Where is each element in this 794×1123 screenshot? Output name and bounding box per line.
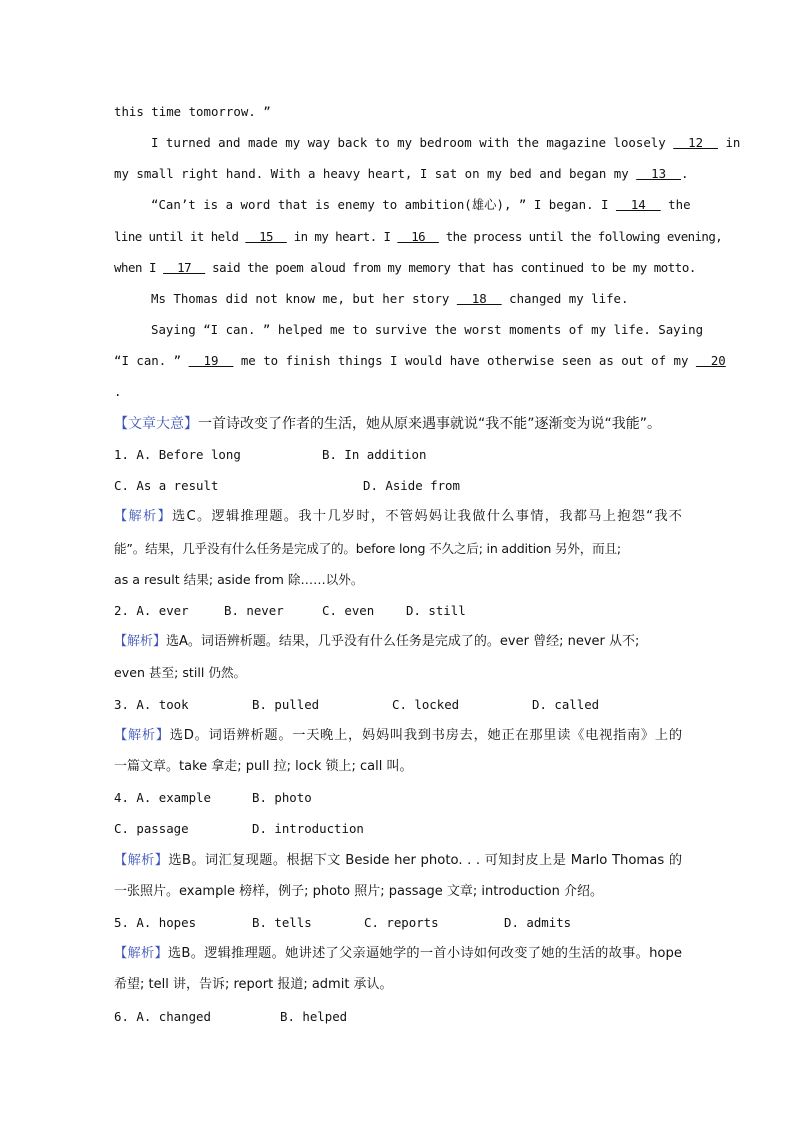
option-b: B. In addition — [322, 447, 427, 462]
option-a: 6. A. changed — [114, 1009, 211, 1024]
passage-text: the process until the following evening, — [445, 229, 723, 244]
analysis-text: 一张照片。example 榜样，例子; photo 照片; passage 文章; introduction 介绍。 — [114, 884, 603, 899]
passage-text: . — [680, 166, 689, 181]
blank-12: 12 — [673, 135, 718, 150]
analysis-line — [114, 944, 682, 964]
option-c: C. even — [322, 603, 375, 618]
summary-line — [114, 414, 682, 434]
passage-text: “I can. ” — [114, 353, 182, 368]
analysis-line — [114, 851, 682, 871]
analysis-text: 选A。词语辨析题。结果，几乎没有什么任务是完成了的。ever 曾经; never 从不; — [166, 634, 640, 649]
analysis-text: even 甚至; still 仍然。 — [114, 665, 247, 680]
passage-text: when I — [114, 260, 157, 275]
option-a: 4. A. example — [114, 790, 211, 805]
passage-line — [114, 258, 696, 278]
passage-text: I turned and made my way back to my bedroom with the magazine loosely — [151, 135, 666, 150]
analysis-text: as a result 结果; aside from 除……以外。 — [114, 572, 364, 587]
option-c: C. reports — [364, 915, 439, 930]
option-d: D. introduction — [252, 821, 364, 836]
analysis-line — [114, 882, 682, 902]
passage-line — [114, 164, 689, 184]
option-c: C. locked — [392, 697, 460, 712]
passage-line — [114, 351, 726, 371]
analysis-line — [114, 726, 682, 746]
option-c: C. passage — [114, 821, 189, 836]
passage-text: me to finish things I would have otherwise seen as out of my — [240, 353, 689, 368]
analysis-text: 选C。逻辑推理题。我十几岁时，不管妈妈让我做什么事情，我都马上抱怨“我不 — [171, 509, 682, 524]
analysis-line — [114, 539, 682, 559]
passage-line — [151, 195, 691, 215]
analysis-text: 选D。词语辨析题。一天晚上，妈妈叫我到书房去，她正在那里读《电视指南》上的 — [169, 728, 683, 743]
passage-line — [151, 320, 704, 340]
blank-14: 14 — [615, 197, 661, 212]
option-b: B. never — [224, 603, 284, 618]
analysis-line — [114, 570, 682, 590]
option-d: D. called — [532, 697, 600, 712]
passage-text: line until it held — [114, 229, 239, 244]
option-c: C. As a result — [114, 478, 219, 493]
passage-text: my small right hand. With a heavy heart, I sat on my bed and began my — [114, 166, 629, 181]
option-a: 1. A. Before long — [114, 447, 241, 462]
passage-text: Ms Thomas did not know me, but her story — [151, 291, 450, 306]
blank-13: 13 — [636, 166, 681, 181]
passage-text: said the poem aloud from my memory that has continued to be my motto. — [212, 260, 696, 275]
analysis-tag: 【解析】 — [114, 853, 169, 868]
option-d: D. still — [406, 603, 466, 618]
analysis-tag: 【解析】 — [114, 509, 172, 524]
analysis-text: 一篇文章。take 拿走; pull 拉; lock 锁上; call 叫。 — [114, 759, 413, 774]
passage-text: this time tomorrow. ” — [114, 104, 271, 119]
passage-line — [114, 102, 682, 122]
option-b: B. helped — [280, 1009, 348, 1024]
blank-17: 17 — [163, 260, 206, 275]
summary-tag: 【文章大意】 — [114, 416, 198, 432]
analysis-line — [114, 507, 682, 527]
analysis-tag: 【解析】 — [114, 728, 170, 743]
option-a: 2. A. ever — [114, 603, 189, 618]
passage-line — [151, 133, 741, 153]
blank-15: 15 — [245, 229, 287, 244]
passage-text: in my heart. I — [293, 229, 391, 244]
passage-text: in — [725, 135, 741, 150]
passage-line — [114, 382, 682, 402]
analysis-line — [114, 757, 682, 777]
analysis-text: 希望; tell 讲，告诉; report 报道; admit 承认。 — [114, 977, 393, 992]
option-b: B. photo — [252, 790, 312, 805]
passage-text: changed my life. — [509, 291, 629, 306]
analysis-text: 选B。逻辑推理题。她讲述了父亲逼她学的一首小诗如何改变了她的生活的故事。hope — [167, 946, 682, 961]
analysis-line — [114, 975, 682, 995]
blank-20: 20 — [695, 353, 726, 368]
analysis-text: 选B。词汇复现题。根据下文 Beside her photo. . . 可知封皮上是 Marlo Thomas 的 — [168, 853, 683, 868]
option-a: 5. A. hopes — [114, 915, 197, 930]
option-d: D. Aside from — [363, 478, 460, 493]
analysis-line — [114, 632, 682, 652]
passage-text: the — [668, 197, 691, 212]
option-a: 3. A. took — [114, 697, 189, 712]
passage-line — [151, 289, 719, 309]
option-b: B. pulled — [252, 697, 320, 712]
blank-18: 18 — [456, 291, 502, 306]
passage-line — [114, 227, 723, 247]
option-d: D. admits — [504, 915, 572, 930]
option-b: B. tells — [252, 915, 312, 930]
analysis-line — [114, 663, 682, 683]
summary-text: 一首诗改变了作者的生活，她从原来遇事就说“我不能”逐渐变为说“我能”。 — [198, 416, 662, 432]
analysis-tag: 【解析】 — [114, 946, 168, 961]
analysis-tag: 【解析】 — [114, 634, 167, 649]
passage-text: . — [114, 384, 122, 399]
blank-16: 16 — [397, 229, 439, 244]
passage-text: “Can’t is a word that is enemy to ambition(雄心), ” I began. I — [151, 197, 609, 212]
passage-text: Saying “I can. ” helped me to survive the worst moments of my life. Saying — [151, 322, 704, 337]
analysis-text: 能”。结果，几乎没有什么任务是完成了的。before long 不久之后; in addition 另外，而且; — [114, 541, 621, 556]
blank-19: 19 — [188, 353, 234, 368]
